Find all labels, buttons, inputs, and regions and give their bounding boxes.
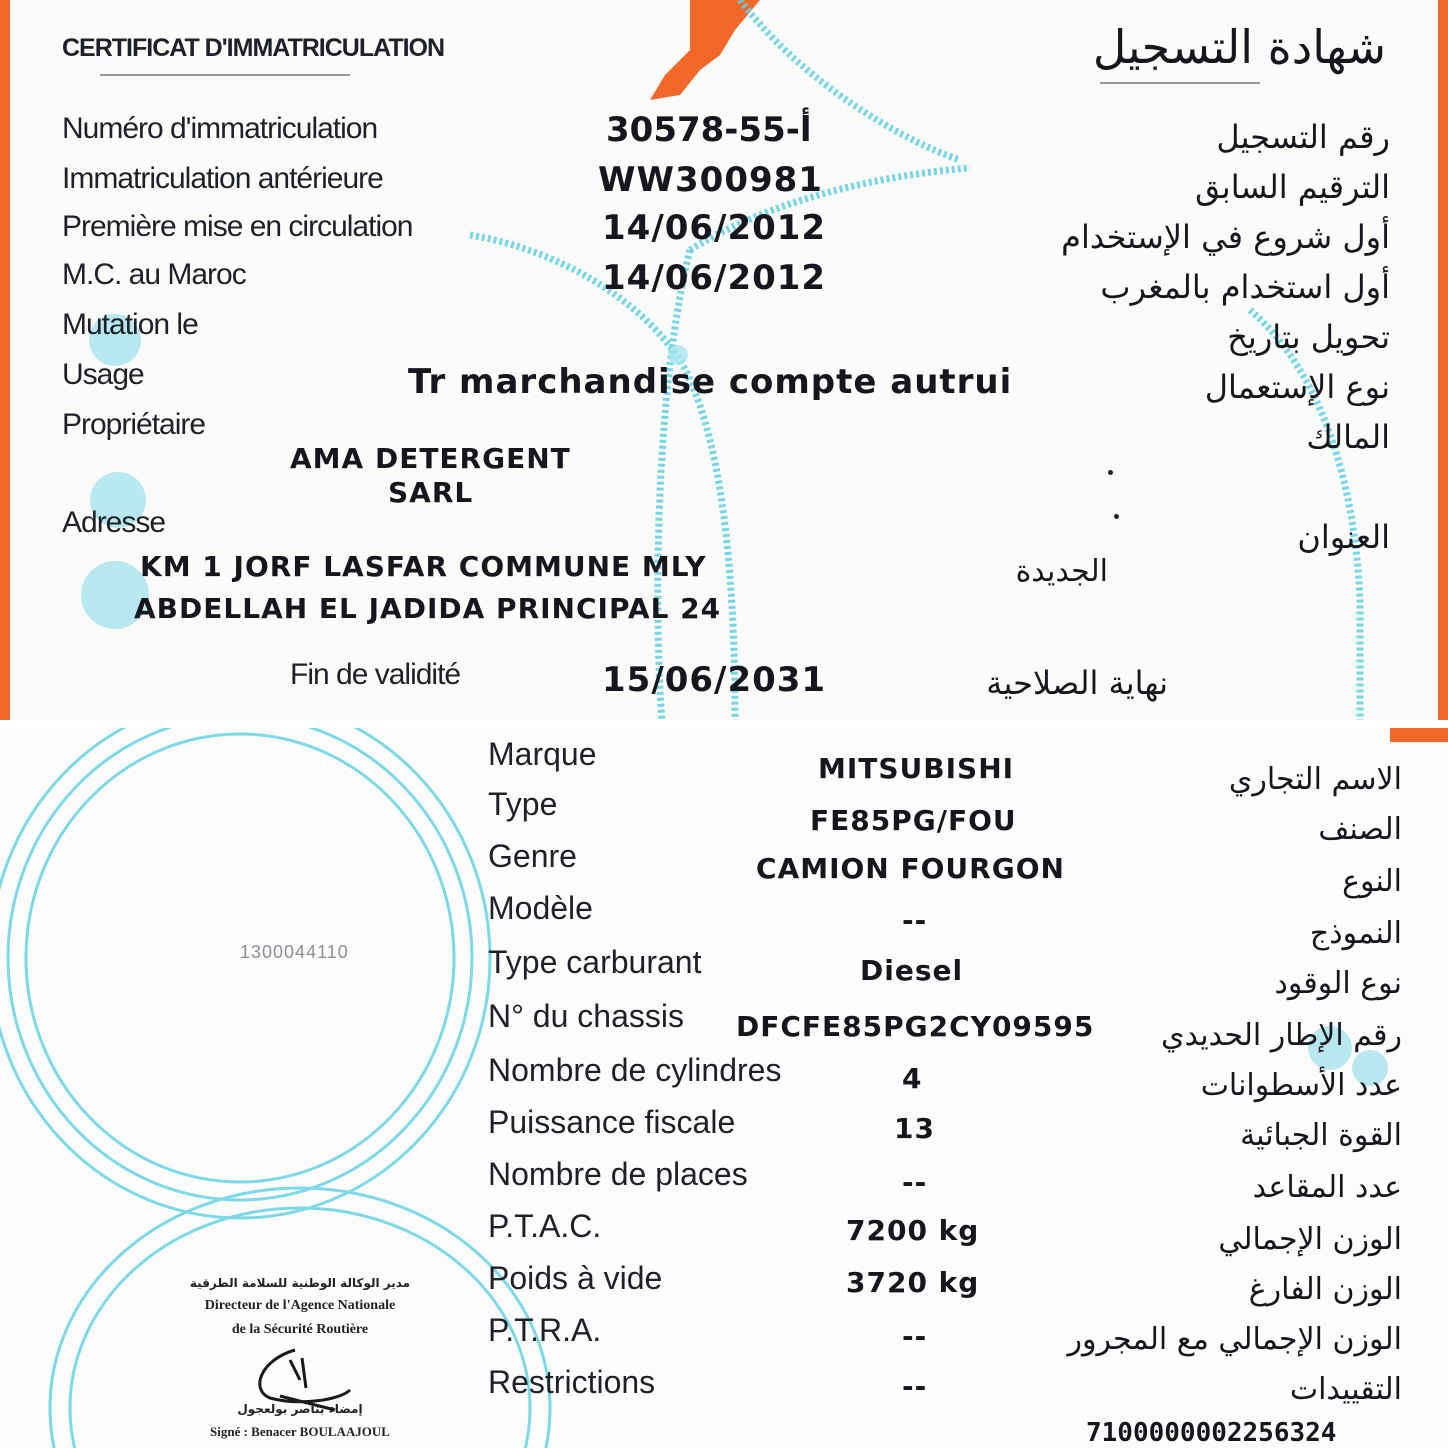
- card-number: 7100000002256324: [1086, 1418, 1337, 1448]
- value-usage: Tr marchandise compte autrui: [408, 362, 1013, 402]
- label-mc-maroc: M.C. au Maroc: [62, 258, 246, 291]
- label-ar-fuel: نوع الوقود: [1274, 966, 1402, 1001]
- label-address: Adresse: [62, 506, 166, 539]
- label-validity: Fin de validité: [290, 658, 461, 691]
- value-genre: CAMION FOURGON: [756, 852, 1065, 885]
- address-line-2: ABDELLAH EL JADIDA PRINCIPAL 24: [134, 592, 722, 625]
- address-city-ar: الجديدة: [1015, 554, 1108, 589]
- label-restrictions: Restrictions: [488, 1364, 656, 1400]
- value-restrictions: --: [902, 1370, 928, 1403]
- owner-legal-form: SARL: [388, 476, 474, 509]
- label-ar-empty-weight: الوزن الفارغ: [1248, 1272, 1402, 1307]
- value-registration-number: 30578-أ-55: [606, 110, 812, 150]
- registration-card-front: [0, 0, 1448, 720]
- value-previous-registration: WW300981: [598, 160, 823, 200]
- label-ar-ptac: الوزن الإجمالي: [1218, 1222, 1402, 1257]
- signature-name-ar: إمضاء بناصر بولعجول: [237, 1402, 363, 1416]
- label-ar-registration-number: رقم التسجيل: [1216, 118, 1390, 156]
- label-ar-type: الصنف: [1318, 812, 1402, 847]
- signature-name-fr: Signé : Benacer BOULAAJOUL: [210, 1424, 390, 1439]
- label-ar-restrictions: التقييدات: [1289, 1372, 1402, 1407]
- label-ar-ptra: الوزن الإجمالي مع المجرور: [1067, 1322, 1402, 1357]
- label-ar-seats: عدد المقاعد: [1252, 1170, 1402, 1205]
- label-chassis: N° du chassis: [488, 998, 684, 1034]
- value-model: --: [902, 904, 928, 937]
- label-first-circulation: Première mise en circulation: [62, 210, 413, 243]
- label-registration-number: Numéro d'immatriculation: [62, 112, 378, 145]
- title-ar: شهادة التسجيل: [1092, 20, 1386, 74]
- registration-card-back: [0, 728, 1448, 1448]
- value-seats: --: [902, 1166, 928, 1199]
- label-mutation: Mutation le: [62, 308, 198, 341]
- label-ar-chassis: رقم الإطار الحديدي: [1161, 1018, 1402, 1053]
- label-genre: Genre: [488, 838, 577, 874]
- label-fuel: Type carburant: [488, 944, 702, 980]
- label-owner: Propriétaire: [62, 408, 206, 441]
- value-ptac: 7200 kg: [846, 1214, 980, 1247]
- label-ar-owner: المالك: [1306, 418, 1390, 456]
- label-ptac: P.T.A.C.: [488, 1208, 602, 1244]
- value-brand: MITSUBISHI: [818, 752, 1015, 785]
- label-ar-mc-maroc: أول استخدام بالمغرب: [1100, 268, 1390, 306]
- value-ptra: --: [902, 1320, 928, 1353]
- label-ar-genre: النوع: [1342, 864, 1402, 899]
- value-type: FE85PG/FOU: [810, 804, 1017, 837]
- label-ar-fiscal-power: القوة الجبائية: [1240, 1118, 1402, 1153]
- orange-flag-shape: [650, 0, 760, 100]
- label-ar-address: العنوان: [1297, 518, 1390, 556]
- dot-marker: [1108, 470, 1113, 475]
- label-ar-previous-registration: الترقيم السابق: [1195, 168, 1390, 206]
- title-ar-underline: [1100, 82, 1260, 84]
- label-ptra: P.T.R.A.: [488, 1312, 602, 1348]
- label-ar-cylinders: عدد الأسطوانات: [1200, 1068, 1402, 1103]
- label-brand: Marque: [488, 736, 597, 772]
- signature-title-ar: مدير الوكالة الوطنية للسلامة الطرقية: [189, 1276, 411, 1290]
- label-ar-brand: الاسم التجاري: [1228, 762, 1402, 797]
- signature-title-fr-1: Directeur de l'Agence Nationale: [204, 1298, 396, 1313]
- label-ar-model: النموذج: [1309, 916, 1402, 951]
- label-previous-registration: Immatriculation antérieure: [62, 162, 383, 195]
- label-cylinders: Nombre de cylindres: [488, 1052, 782, 1088]
- label-ar-validity: نهاية الصلاحية: [986, 664, 1168, 702]
- signature-title-fr-2: de la Sécurité Routière: [231, 1322, 369, 1337]
- label-ar-usage: نوع الإستعمال: [1204, 368, 1390, 406]
- value-mc-maroc: 14/06/2012: [602, 258, 827, 298]
- label-ar-mutation: تحويل بتاريخ: [1227, 318, 1390, 356]
- title-underline: [100, 74, 350, 76]
- serial-number: 1300044110: [240, 942, 349, 962]
- label-type: Type: [488, 786, 558, 822]
- value-validity: 15/06/2031: [602, 660, 827, 700]
- owner-name: AMA DETERGENT: [290, 442, 571, 475]
- dot-marker: [1114, 514, 1119, 519]
- label-usage: Usage: [62, 358, 144, 391]
- label-empty-weight: Poids à vide: [488, 1260, 663, 1296]
- label-ar-first-circulation: أول شروع في الإستخدام: [1061, 218, 1390, 256]
- title-fr: CERTIFICAT D'IMMATRICULATION: [62, 34, 445, 62]
- address-line-1: KM 1 JORF LASFAR COMMUNE MLY: [140, 550, 707, 583]
- label-fiscal-power: Puissance fiscale: [488, 1104, 736, 1140]
- value-empty-weight: 3720 kg: [846, 1266, 980, 1299]
- value-fiscal-power: 13: [894, 1112, 935, 1145]
- label-seats: Nombre de places: [488, 1156, 748, 1192]
- value-cylinders: 4: [902, 1062, 923, 1095]
- value-first-circulation: 14/06/2012: [602, 208, 827, 248]
- value-chassis: DFCFE85PG2CY09595: [736, 1010, 1095, 1043]
- value-fuel: Diesel: [860, 954, 964, 987]
- label-model: Modèle: [488, 890, 593, 926]
